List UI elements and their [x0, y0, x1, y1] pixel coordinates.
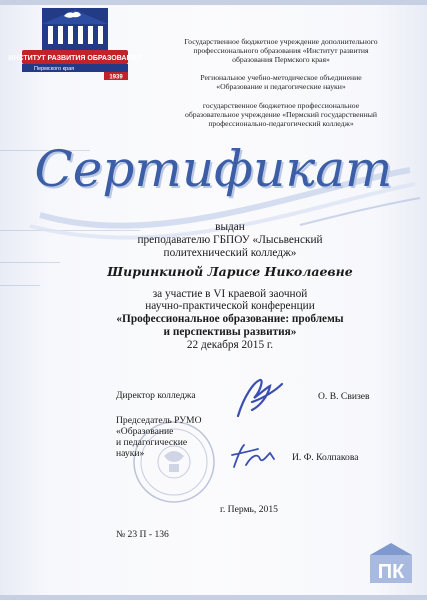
recipient-line1: преподавателю ГБПОУ «Лысьвенский — [137, 234, 323, 246]
conference-date: 22 декабря 2015 г. — [186, 339, 274, 351]
institute-logo — [8, 6, 142, 82]
logo-subtitle: Пермского края — [34, 66, 75, 72]
director-name: О. В. Свизев — [318, 391, 370, 402]
city-year: г. Пермь, 2015 — [220, 504, 278, 515]
chair-role-line2: «Образование — [116, 426, 174, 437]
certificate-title: Сертификат — [34, 140, 393, 198]
org1-line2: профессионального образования «Институт развития — [193, 46, 369, 55]
certificate-number: № 23 П - 136 — [116, 529, 169, 540]
org1-line1: Государственное бюджетное учреждение дополнительного — [184, 37, 378, 46]
director-role: Директор колледжа — [116, 390, 196, 401]
chair-role-line3: и педагогические — [116, 437, 188, 448]
recipient-name: Ширинкиной Ларисе Николаевне — [107, 264, 353, 279]
college-emblem — [366, 541, 416, 585]
emblem-text: ПК — [377, 561, 405, 583]
org3-line1: государственное бюджетное профессиональное — [202, 101, 360, 110]
org2-line2: «Образование и педагогические науки» — [216, 82, 346, 91]
org1-line3: образования Пермского края» — [232, 55, 330, 64]
issued-label: выдан — [215, 221, 245, 233]
chair-signature — [228, 441, 278, 473]
conference-title-line2: и перспективы развития» — [163, 326, 297, 338]
logo-year: 1939 — [109, 74, 123, 81]
conference-title-line1: «Профессиональное образование: проблемы — [116, 313, 344, 325]
logo-title: ИНСТИТУТ РАЗВИТИЯ ОБРАЗОВАНИЯ — [8, 55, 142, 62]
director-signature — [230, 376, 286, 420]
org3-line2: образовательное учреждение «Пермский государственный — [184, 110, 378, 119]
org3-line3: профессионально-педагогический колледж» — [208, 119, 354, 128]
chair-name: И. Ф. Колпакова — [292, 452, 359, 463]
recipient-line2: политехнический колледж» — [163, 247, 297, 259]
reason-line2: научно-практической конференции — [145, 300, 315, 312]
org2-line1: Региональное учебно-методическое объединение — [200, 73, 362, 82]
reason-line1: за участие в VI краевой заочной — [152, 288, 308, 300]
chair-role-line1: Председатель РУМО — [116, 415, 202, 426]
chair-role-line4: науки» — [116, 448, 145, 459]
